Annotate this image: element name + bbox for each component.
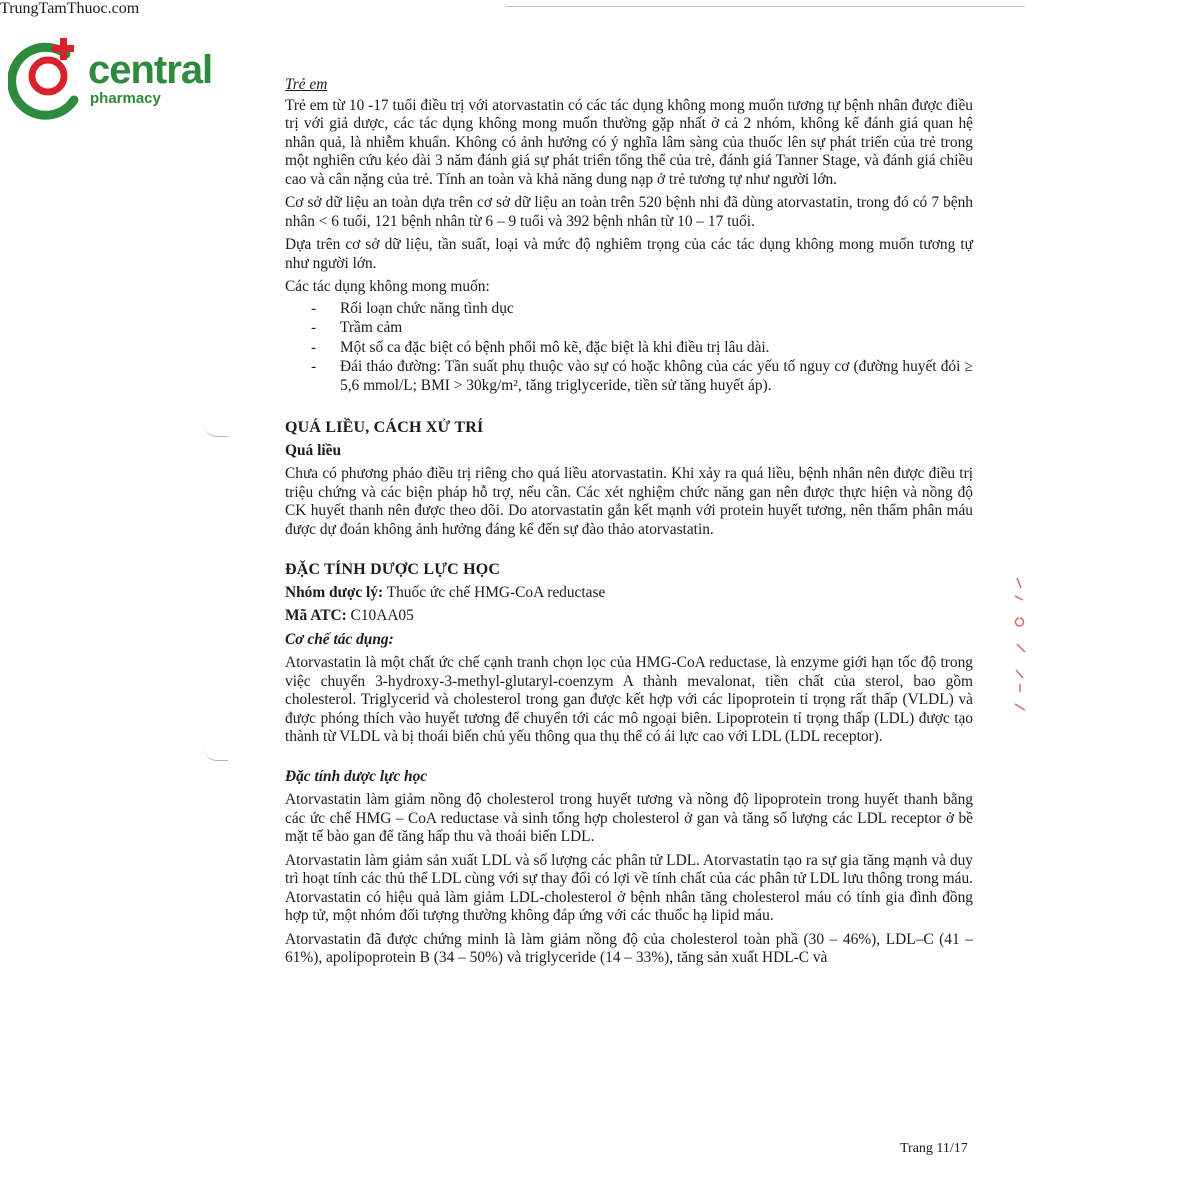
subheading-qua-lieu: Quá liều xyxy=(285,441,342,459)
section-heading-qua-lieu: QUÁ LIỀU, CÁCH XỬ TRÍ xyxy=(285,419,484,436)
top-edge-line xyxy=(505,6,1025,7)
logo-brand: central xyxy=(88,48,213,92)
subheading-dac-tinh: Đặc tính dược lực học xyxy=(285,767,428,785)
paragraph: Cơ sở dữ liệu an toàn dựa trên cơ sở dữ liệu an toàn trên 520 bệnh nhi đã dùng atorvastatin, trong đó có 7 bệnh nhân < 6 tuổi, 121 bệnh nhân từ 6 – 9 tuổi và 392 bệnh nhân từ 10 – 17 tuổi. xyxy=(285,194,973,230)
paragraph: Dựa trên cơ sở dữ liệu, tần suất, loại và mức độ nghiêm trọng của các tác dụng không mong muốn tương tự như người lớn. xyxy=(285,236,973,272)
page-number: Trang 11/17 xyxy=(900,1141,968,1156)
spacer xyxy=(285,752,973,768)
red-stamp-marks xyxy=(1011,574,1031,724)
paragraph: Atorvastatin đã được chứng minh là làm giảm nồng độ của cholesterol toàn phầ (30 – 46%), LDL–C (41 – 61%), apolipoprotein B (34 – 50%) và triglyceride (14 – 33%), tăng sản xuất HDL-C và xyxy=(285,930,973,966)
list-item-text: Một số ca đặc biệt có bệnh phổi mô kẽ, đặc biệt là khi điều trị lâu dài. xyxy=(340,338,770,356)
list-item xyxy=(285,358,973,395)
dash-marker: - xyxy=(311,319,317,336)
document-body xyxy=(285,76,973,973)
stamp-fragment-icon xyxy=(1011,574,1031,724)
section-heading-tre-em: Trẻ em xyxy=(285,76,328,93)
paragraph: Atorvastatin làm giảm nồng độ cholesterol trong huyết tương và nồng độ lipoprotein trong huyết thanh bằng các ức chế HMG – CoA reductase và sinh tổng hợp cholesterol ở gan và tăng số lượng các LDL receptor ở bề mặt tế bào gan để tăng hấp thu và thoái biến LDL. xyxy=(285,791,973,845)
nhom-label: Nhóm dược lý: xyxy=(285,583,384,601)
paragraph: Chưa có phương pháo điều trị riêng cho quá liều atorvastatin. Khi xảy ra quá liều, bệnh nhân nên được điều trị triệu chứng và các biện pháp hỗ trợ, nếu cần. Các xét nghiệm chức năng gan nên được thực hiện và nồng độ CK huyết thanh nên được theo dõi. Do atorvastatin gắn kết mạnh với protein huyết tương, nên thẩm phân máu được dự đoán không ảnh hưởng đáng kể đến sự đào thảo atorvastatin. xyxy=(285,465,973,538)
atc-label: Mã ATC: xyxy=(285,607,347,624)
binder-hole-mark xyxy=(204,424,228,437)
logo-subtitle: pharmacy xyxy=(90,90,161,107)
section-heading-duoc-luc: ĐẶC TÍNH DƯỢC LỰC HỌC xyxy=(285,561,501,578)
dash-marker: - xyxy=(311,299,317,317)
paragraph: Các tác dụng không mong muốn: xyxy=(285,278,490,295)
list-item xyxy=(285,319,973,338)
list-item-text: Trầm cảm xyxy=(340,319,403,336)
dash-marker: - xyxy=(311,338,317,356)
side-effects-list xyxy=(285,300,973,396)
logo-site-banner: TrungTamThuoc.com xyxy=(0,0,140,17)
list-item xyxy=(285,339,973,358)
dash-marker: - xyxy=(311,358,317,375)
paragraph: Atorvastatin là một chất ức chế cạnh tranh chọn lọc của HMG-CoA reductase, là enzyme giới hạn tốc độ trong việc chuyển 3-hydroxy-3-methyl-glutaryl-coenzym A thành mevalonat, tiền chất của sterol, bao gồm cholesterol. Triglycerid và cholesterol trong gan được kết hợp với các lipoprotein tỉ trọng rất thấp (VLDL) và được phóng thích vào huyết tương để chuyển tới các mô ngoại biên. Lipoprotein tỉ trọng thấp (LDL) được tạo thành từ VLDL và bị thoái biến chủ yếu thông qua thụ thể có ái lực cao với LDL (LDL receptor). xyxy=(285,654,973,745)
list-item-text: Đái tháo đường: Tần suất phụ thuộc vào sự có hoặc không của các yếu tố nguy cơ (đường huyết đói ≥ 5,6 mmol/L; BMI > 30kg/m², tăng triglyceride, tiền sử tăng huyết áp). xyxy=(340,358,973,394)
subheading-co-che: Cơ chế tác dụng: xyxy=(285,630,394,648)
list-item xyxy=(285,300,973,319)
paragraph: Trẻ em từ 10 -17 tuổi điều trị với atorvastatin có các tác dụng không mong muốn tương tự bệnh nhân được điều trị với giả dược, các tác dụng không mong muốn thường gặp nhất ở cả 2 nhóm, không kể đánh giá quan hệ nhân quả, là nhiễm khuẩn. Không có ảnh hưởng có ý nghĩa lâm sàng của thuốc lên sự phát triển của trẻ trong một nghiên cứu kéo dài 3 năm đánh giá sự phát triển tổng thể của trẻ, đánh giá Tanner Stage, và đánh giá chiều cao và cân nặng của trẻ. Tính an toàn và khả năng dung nạp ở trẻ tương tự như người lớn. xyxy=(285,96,973,188)
pharmacy-cross-icon xyxy=(8,36,98,146)
nhom-duoc-ly-line xyxy=(285,584,973,603)
list-item-text: Rối loạn chức năng tình dục xyxy=(340,299,514,317)
central-pharmacy-logo[interactable] xyxy=(0,0,230,150)
atc-value: C10AA05 xyxy=(346,607,414,624)
atc-line xyxy=(285,607,973,626)
nhom-value: Thuốc ức chế HMG-CoA reductase xyxy=(383,583,606,601)
binder-hole-mark xyxy=(204,748,228,761)
paragraph: Atorvastatin làm giảm sản xuất LDL và số lượng các phân tử LDL. Atorvastatin tạo ra sự gia tăng mạnh và duy trì hoạt tính các thủ thể LDL cùng với sự thay đổi có lợi về tính chất của các phân tử LDL lưu thông trong máu. Atorvastatin có hiệu quả làm giảm LDL-cholesterol ở bệnh nhân tăng cholesterol máu có tính gia đình đồng hợp tử, một nhóm đối tượng thường không đáp ứng với các thuốc hạ lipid máu. xyxy=(285,851,973,924)
